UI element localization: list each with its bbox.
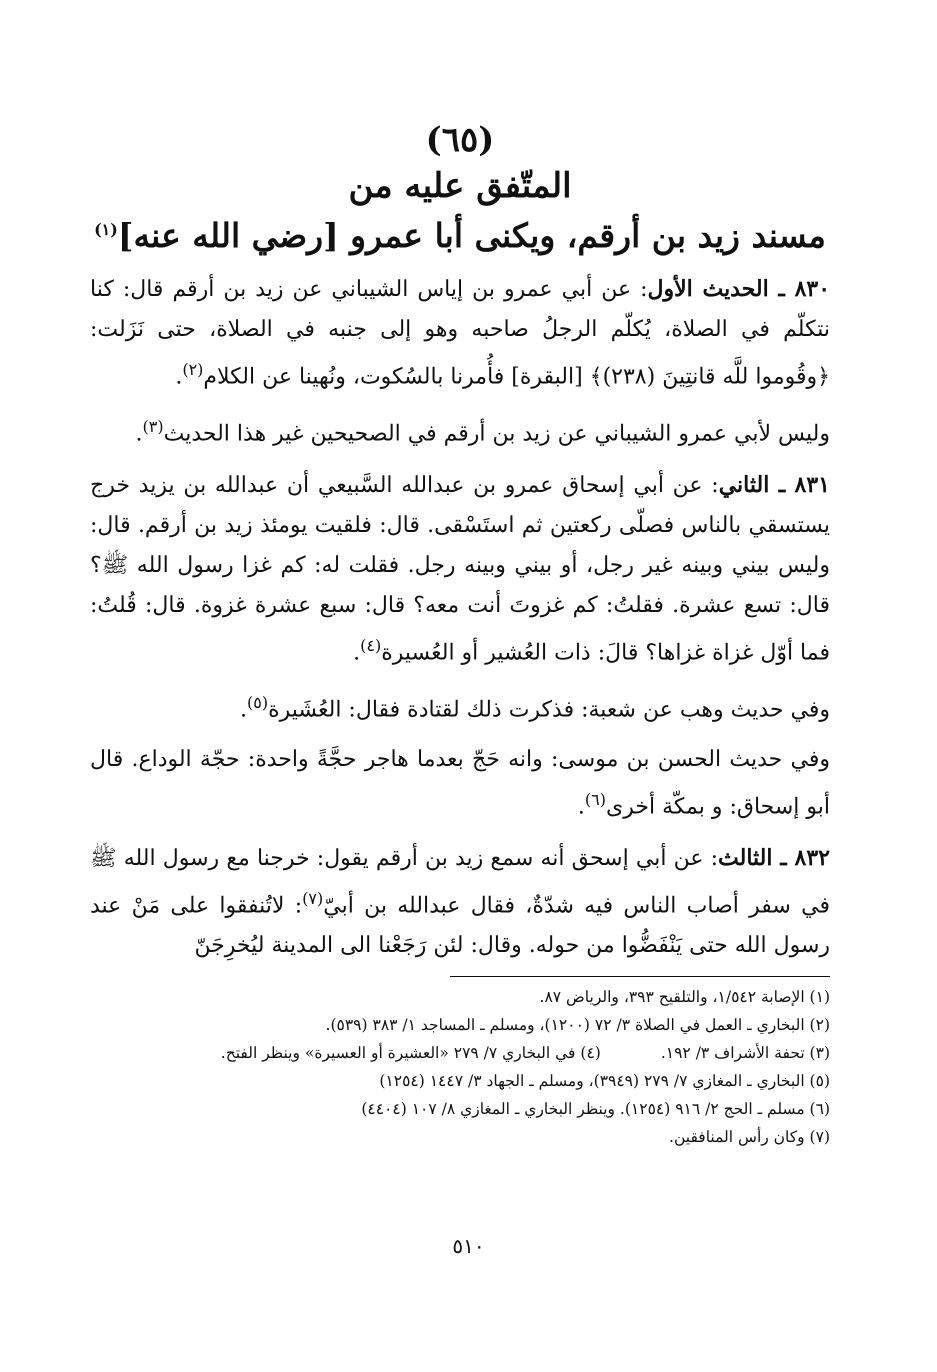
footnote-row-3-4 <box>90 1039 830 1067</box>
paragraph-hasan-end: . <box>577 794 585 820</box>
footnote-2: (٢) البخاري ـ العمل في الصلاة ٣/ ٧٢ (١٢٠٠)، ومسلم ـ المساجد ١/ ٣٨٣ (٥٣٩). <box>325 1015 830 1034</box>
hadith-832-text-cont: : لاتُنفقوا على مَنْ عند رسول الله حتى يَنْفَضُّوا من حوله. وقال: لئن رَجَعْنا الى المدينة ليُخرِجَنّ <box>90 892 830 958</box>
hadith-831-end: . <box>353 639 361 665</box>
footnote-ref-5: (٥) <box>246 692 269 712</box>
hadith-832-text: : عن أبي إسحق أنه سمع زيد بن أرقم يقول: خرجنا مع رسول الله ﷺ في سفر أصاب الناس فيه شدّةٌ، فقال عبدالله بن أبيّ <box>90 845 830 918</box>
paragraph-note-830-end: . <box>135 421 143 447</box>
paragraph-wahb-text: وفي حديث وهب عن شعبة: فذكرت ذلك لقتادة فقال: العُشَيرة <box>268 697 830 723</box>
footnote-ref-1: (١) <box>94 220 118 239</box>
paragraph-hasan-text: وفي حديث الحسن بن موسى: وانه حَجّ بعدما هاجر حجَّةً واحدة: حجّة الوداع. قال أبو إسحاق: و بمكّة أخرى <box>90 747 830 820</box>
footnote-ref-4: (٤) <box>360 635 382 655</box>
paragraph-note-830 <box>90 407 830 454</box>
page <box>90 120 830 1151</box>
paragraph-note-830-text: وليس لأبي عمرو الشيباني عن زيد بن أرقم في الصحيحين غير هذا الحديث <box>163 421 830 447</box>
footnote-ref-7: (٧) <box>302 888 324 908</box>
footnote-4: (٤) في البخاري ٧/ ٢٧٩ «العشيرة أو العسيرة» وينظر الفتح. <box>220 1043 601 1062</box>
hadith-832-label: ٨٣٢ ـ الثالث <box>718 844 830 871</box>
footnote-3: (٣) تحفة الأشراف ٣/ ١٩٢. <box>660 1043 830 1062</box>
hadith-830-label: ٨٣٠ ـ الحديث الأول <box>647 276 831 302</box>
hadith-831-label: ٨٣١ ـ الثاني <box>718 471 830 498</box>
paragraph-wahb <box>90 683 830 730</box>
chapter-number: (٦٥) <box>425 120 495 160</box>
paragraph-wahb-end: . <box>239 697 247 723</box>
chapter-subtitle-text: مسند زيد بن أرقم، ويكنى أبا عمرو [رضي الله عنه] <box>117 216 826 255</box>
footnote-1: (١) الإصابة ١/٥٤٢، والتلقيح ٣٩٣، والرياض ٨٧. <box>539 987 830 1006</box>
hadith-831-text: : عن أبي إسحاق عمرو بن عبدالله السَّبيعي أن عبدالله بن يزيد خرج يستسقي بالناس فصلّى ركعتين ثم استَسْقى. قال: فلقيت يومئذ زيد بن أرقم. قال: وليس بيني وبينه غير رجل، أو بيني وبينه رجل. فقلت له: كم غزا رسول الله ﷺ؟ قال: تسع عشرة. فقلتُ: كم غزوتَ أنت معه؟ قال: سبع عشرة غزوة. قال: قُلتُ: فما أوّل غزاة غزاها؟ قالَ: ذات العُشير أو العُسيرة <box>90 472 830 665</box>
hadith-830-end: . <box>175 364 183 390</box>
footnote-divider <box>450 976 830 977</box>
footnote-5: (٥) البخاري ـ المغازي ٧/ ٢٧٩ (٣٩٤٩)، ومسلم ـ الجهاد ٣/ ١٤٤٧ (١٢٥٤) <box>379 1071 830 1090</box>
footnote-6: (٦) مسلم ـ الحج ٢/ ٩١٦ (١٢٥٤). وينظر البخاري ـ المغازي ٨/ ١٠٧ (٤٤٠٤) <box>361 1099 830 1118</box>
footnote-ref-6: (٦) <box>584 790 606 810</box>
hadith-831 <box>90 465 830 673</box>
chapter-subtitle <box>90 216 830 255</box>
chapter-title: المتّفق عليه من <box>348 166 572 206</box>
footnote-7: (٧) وكان رأس المنافقين. <box>669 1127 830 1146</box>
footnote-ref-3: (٣) <box>142 417 164 437</box>
hadith-830 <box>90 269 830 397</box>
hadith-832 <box>90 838 830 966</box>
page-number: ٥١٠ <box>452 1234 485 1258</box>
hadith-830-text: : عن أبي عمرو بن إياس الشيباني عن زيد بن أرقم قال: كنا نتكلّم في الصلاة، يُكلّم الرجلُ صاحبه وهو إلى جنبه في الصلاة، حتى نَزَلت: ﴿وقُوموا للَّه قانتِينَ (٢٣٨)﴾ [البقرة] فأُمرنا بالسُكوت، ونُهينا عن الكلام <box>90 277 830 390</box>
footnote-ref-2: (٢) <box>182 360 204 379</box>
paragraph-hasan <box>90 740 830 827</box>
